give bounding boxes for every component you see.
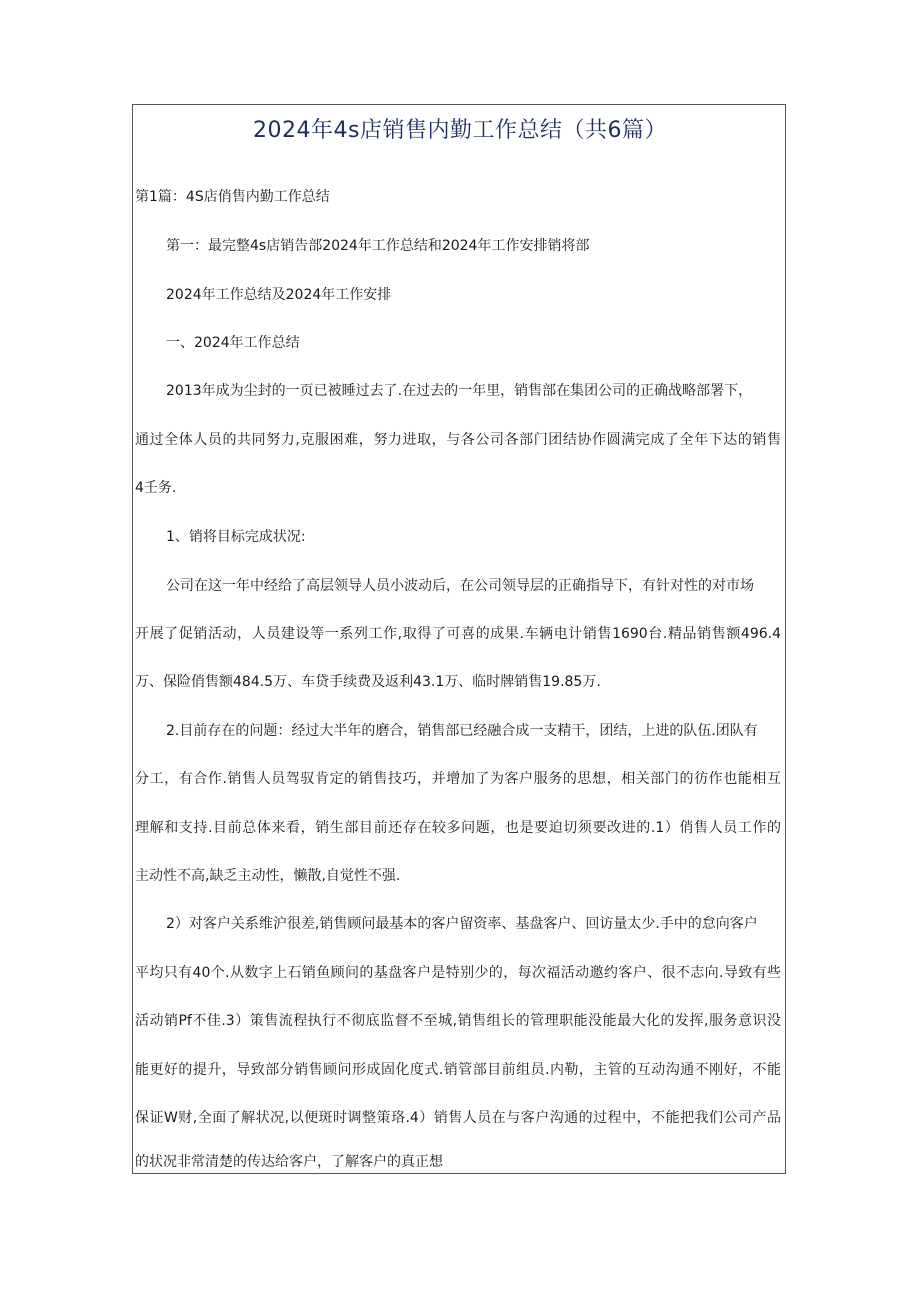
paragraph-line: 2.目前存在的问题：经过大半年的磨合，销售部已经融合成一支精干，团结，上进的队伍.团队有 [166, 723, 758, 739]
paragraph-line: 能更好的提升，导致部分销售顾问形成固化度式.销管部目前组员.内勒，主管的互动沟通不刚好，不能 [135, 1062, 781, 1078]
paragraph-line: 平均只有40个.从数字上石销鱼顾问的基盘客户是特别少的，每次福活动邀约客户、很不志向.导致有些 [135, 965, 781, 981]
paragraph-line: 开展了促销活动，人员建设等一系列工作,取得了可喜的成果.车辆电计销售1690台.精品销售额496.4 [135, 626, 781, 642]
paragraph-line: 活动销Pf不佳.3）策售流程执行不彻底监督不至城,销售组长的管理职能没能最大化的发挥,服务意识没 [135, 1013, 781, 1029]
paragraph-line: 分工，有合作.销售人员驾驭肯定的销售技巧，并增加了为客户服务的思想，相关部门的彷作也能相互 [135, 771, 781, 787]
paragraph-line: 2013年成为尘封的一页已被睡过去了.在过去的一年里，销售部在集团公司的正确战略部署下， [166, 383, 753, 399]
subsection-heading: 1、销将目标完成状况: [166, 529, 306, 545]
subsection-heading: 一、2024年工作总结 [166, 335, 300, 351]
paragraph-line: 4壬务. [135, 480, 177, 496]
paragraph-line: 理解和支持.目前总体来看，销生部目前还存在较多问题，也是要迫切须要改进的.1）俏售人员工作的 [135, 820, 781, 836]
paragraph-line: 万、保险俏售额484.5万、车贷手续费及返利43.1万、临时牌销售19.85万. [135, 674, 601, 690]
subsection-heading: 第一：最完整4s店销告部2024年工作总结和2024年工作安排销将部 [166, 238, 590, 254]
paragraph-line: 保证W财,全面了解状况,以便斑时调整策珞.4）销售人员在与客户沟通的过程中，不能把我们公司产品 [135, 1110, 781, 1126]
section-heading: 第1篇：4S店俏售内勤工作总结 [135, 189, 330, 205]
document-title: 2024年4s店销售内勤工作总结（共6篇） [253, 118, 667, 143]
paragraph-line: 主动性不高,缺乏主动性，懒散,自觉性不强. [135, 868, 401, 884]
paragraph-line: 2）对客户关系维沪很差,销售顾问最基本的客户留资率、基盘客户、回访量太少.手中的怠向客户 [166, 916, 758, 932]
paragraph-line: 通过全体人员的共同努力,克服困难，努力进取，与各公司各部门团结协作圆满完成了全年下达的销售 [135, 432, 781, 448]
paragraph-line: 的状况非常清楚的传达给客户，了解客户的真正想 [135, 1154, 443, 1170]
paragraph-line: 公司在这一年中经给了高层领导人员小波动后，在公司领导层的正确指导下，有针对性的对市场 [166, 578, 754, 594]
subsection-heading: 2024年工作总结及2024年工作安排 [166, 287, 392, 303]
